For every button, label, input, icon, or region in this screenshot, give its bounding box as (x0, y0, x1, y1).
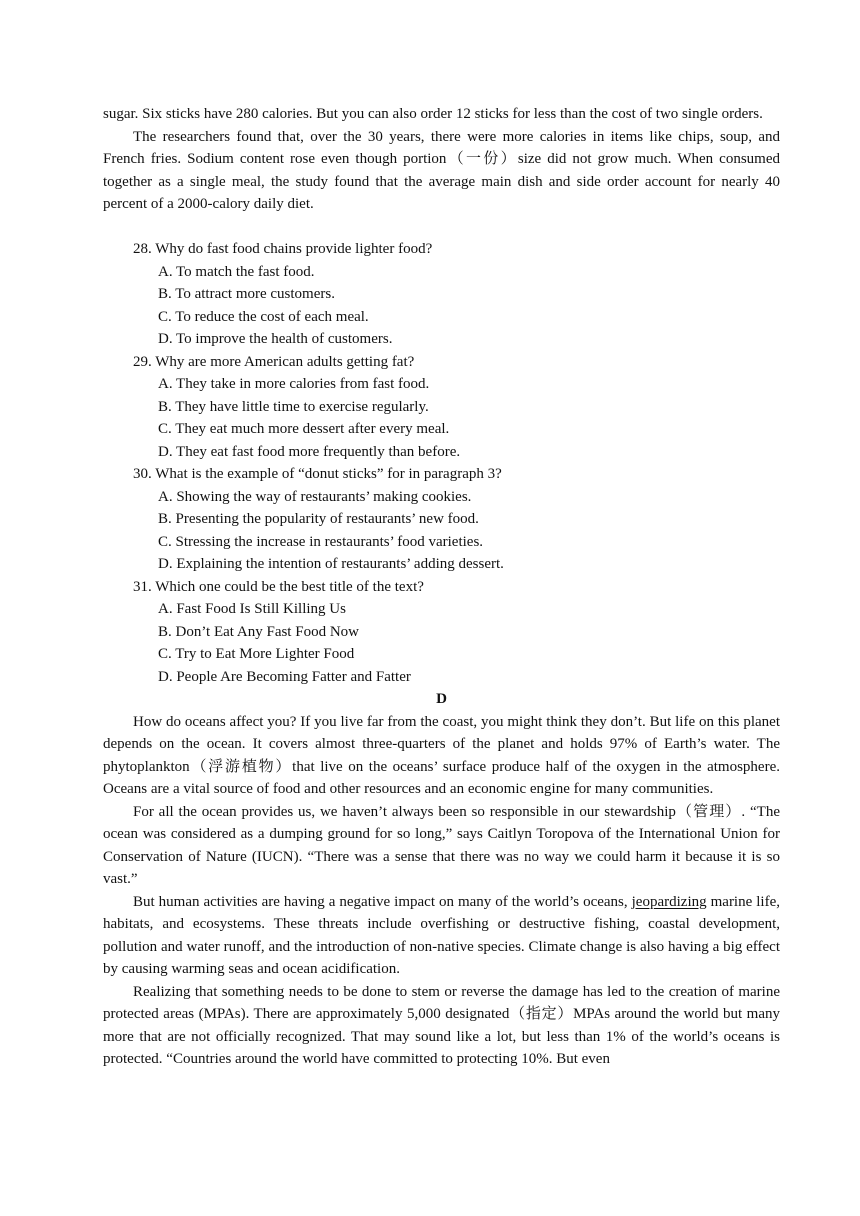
option-d: D. To improve the health of customers. (158, 331, 393, 347)
question-28 (103, 238, 780, 351)
question-stem: 30. What is the example of “donut sticks” for in paragraph 3? (133, 466, 502, 482)
option-c: C. Try to Eat More Lighter Food (158, 646, 355, 662)
option-a: A. Fast Food Is Still Killing Us (158, 601, 346, 617)
option-a: A. They take in more calories from fast food. (158, 376, 430, 392)
passage-d-paragraph-3 (103, 891, 780, 981)
option-d: D. They eat fast food more frequently than before. (158, 443, 461, 460)
question-stem: 31. Which one could be the best title of the text? (133, 578, 424, 595)
passage-d-paragraph-4: Realizing that something needs to be done to stem or reverse the damage has led to the creation of marine protected areas (MPAs). There are approximately 5,000 designated（指定）MPAs around the world but many more that are not officially recognized. That may sound like a lot, but less than 1% of the world’s oceans is protected. “Countries around the world have committed to protecting 10%. But even (103, 983, 780, 1067)
option-a: A. Showing the way of restaurants’ making cookies. (158, 488, 472, 505)
option-a: A. To match the fast food. (158, 263, 315, 280)
passage-c-paragraph-research: The researchers found that, over the 30 years, there were more calories in items like chips, soup, and French fries. Sodium content rose even though portion（一份）size did not grow much. When consumed together as a single meal, the study found that the average main dish and side order account for nearly 40 percent of a 2000-calory daily diet. (103, 128, 780, 212)
option-b: B. Don’t Eat Any Fast Food Now (158, 623, 359, 640)
option-d: D. People Are Becoming Fatter and Fatter (158, 668, 411, 685)
passage-d-paragraph-2: For all the ocean provides us, we haven’t always been so responsible in our stewardship（管理）. “The ocean was considered as a dumping ground for so long,” says Caitlyn Toropova of the International Union for Conservation of Nature (IUCN). “There was a sense that there was no way we could harm it because it is so vast.” (103, 803, 780, 887)
paragraph-spacer (103, 216, 780, 239)
option-c: C. To reduce the cost of each meal. (158, 308, 369, 325)
paragraph-text: marine life, habitats, and ecosystems. These threats include overfishing or destructive fishing, coastal development, pollution and water runoff, and the introduction of non-native species. Climate change is also having a big effect by causing warming seas and ocean acidification. (103, 893, 780, 977)
question-stem: 28. Why do fast food chains provide lighter food? (133, 241, 433, 257)
question-29 (103, 351, 780, 464)
option-b: B. Presenting the popularity of restaurants’ new food. (158, 511, 479, 527)
passage-c-paragraph-continued: sugar. Six sticks have 280 calories. But you can also order 12 sticks for less than the cost of two single orders. (103, 106, 763, 122)
question-31 (103, 576, 780, 689)
question-stem: 29. Why are more American adults getting fat? (133, 353, 415, 370)
passage-d-paragraph-1: How do oceans affect you? If you live far from the coast, you might think they don’t. But life on this planet depends on the ocean. It covers almost three-quarters of the planet and holds 97% of Earth’s water. The phytoplankton（浮游植物）that live on the oceans’ surface produce half of the oxygen in the atmosphere. Oceans are a vital source of food and other resources and an economic engine for many communities. (103, 713, 780, 797)
document-body (103, 103, 780, 1071)
option-c: C. They eat much more dessert after every meal. (158, 421, 450, 437)
underlined-word: jeopardizing (631, 893, 707, 910)
option-c: C. Stressing the increase in restaurants’ food varieties. (158, 533, 484, 550)
option-d: D. Explaining the intention of restaurants’ adding dessert. (158, 556, 504, 572)
option-b: B. They have little time to exercise regularly. (158, 398, 429, 415)
option-b: B. To attract more customers. (158, 286, 335, 302)
paragraph-text: But human activities are having a negative impact on many of the world’s oceans, (133, 893, 632, 910)
section-heading-d: D (436, 691, 447, 707)
question-30 (103, 463, 780, 576)
